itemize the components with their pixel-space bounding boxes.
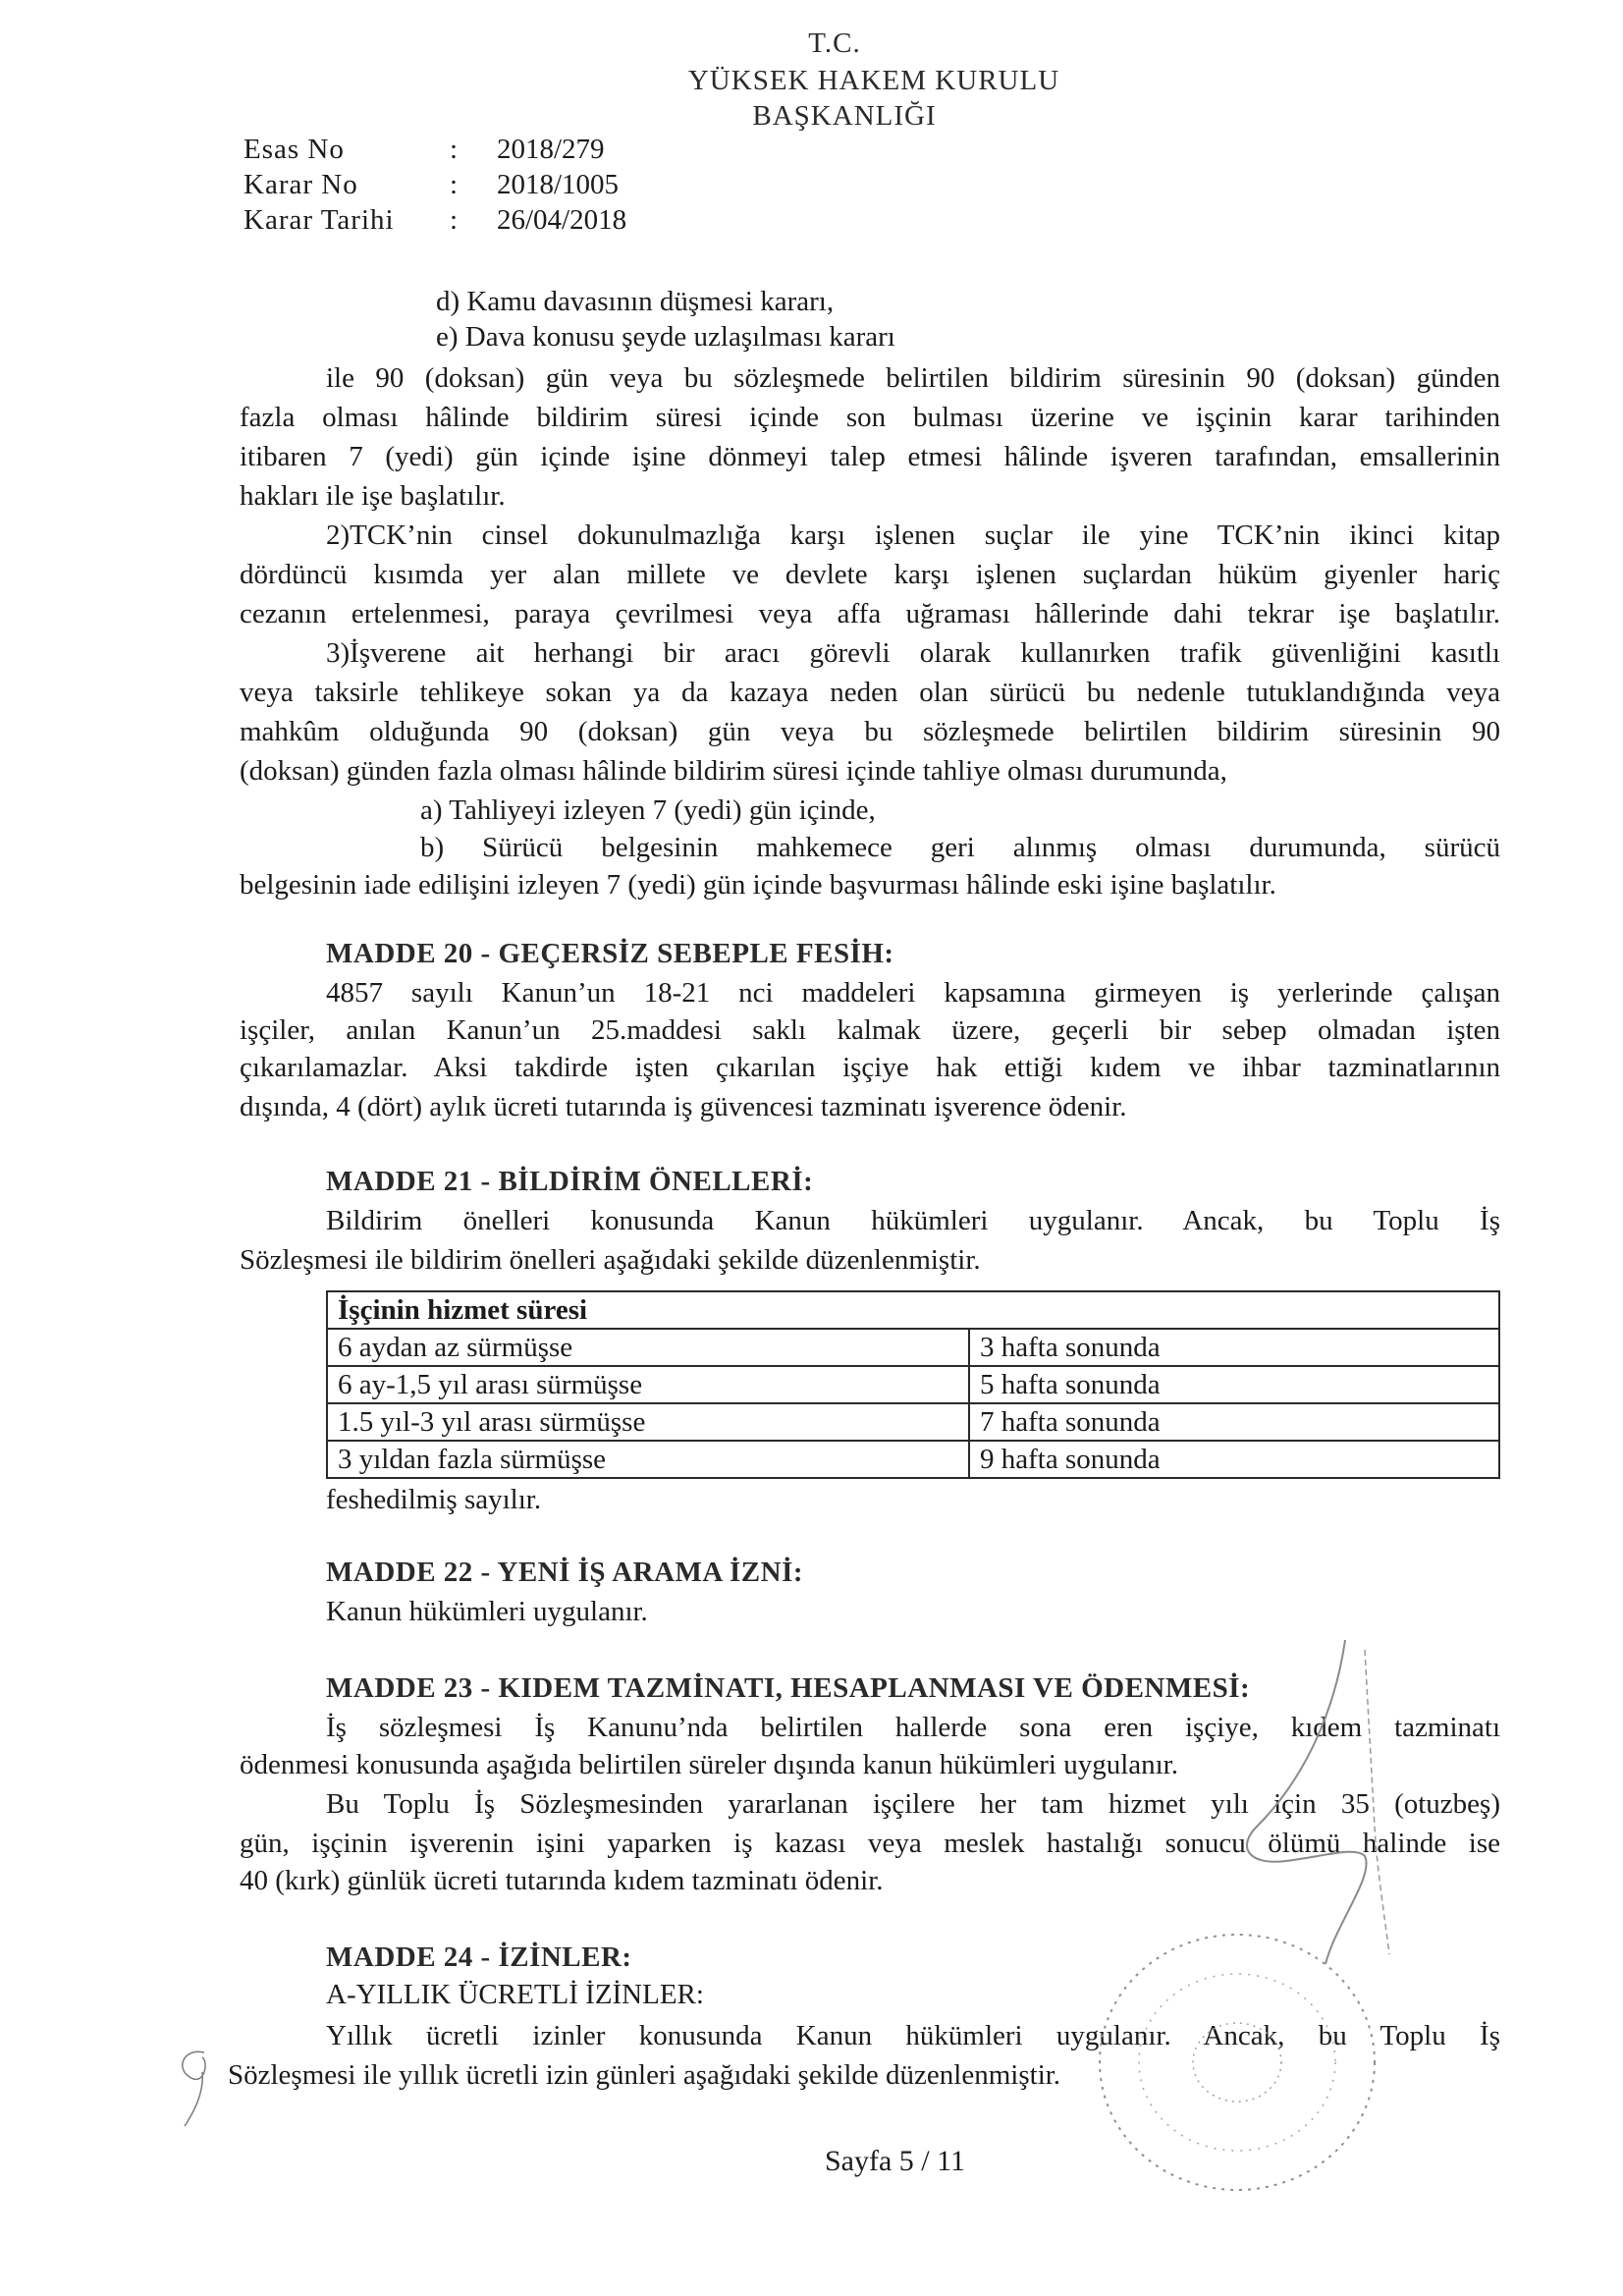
text-line: e) Dava konusu şeyde uzlaşılması kararı bbox=[436, 321, 895, 353]
official-stamp bbox=[1080, 1915, 1394, 2224]
text-line: çıkarılamazlar. Aksi takdirde işten çıkarılan işçiye hak ettiği kıdem ve ihbar tazminatlarının bbox=[240, 1052, 1500, 1083]
header-org-line2: BAŞKANLIĞI bbox=[752, 100, 937, 132]
table-header-cell: İşçinin hizmet süresi bbox=[327, 1291, 1499, 1329]
duration-cell: 6 aydan az sürmüşse bbox=[327, 1329, 969, 1366]
text-line: işçiler, anılan Kanun’un 25.maddesi saklı kalmak üzere, geçerli bir sebep olmadan işten bbox=[240, 1014, 1500, 1046]
text-line: 3)İşverene ait herhangi bir aracı görevli olarak kullanırken trafik güvenliğini kasıtlı bbox=[326, 637, 1500, 669]
text-line: Kanun hükümleri uygulanır. bbox=[326, 1596, 648, 1627]
notice-cell: 7 hafta sonunda bbox=[969, 1403, 1499, 1441]
text-line: İş sözleşmesi İş Kanunu’nda belirtilen hallerde sona eren işçiye, kıdem tazminatı bbox=[326, 1712, 1500, 1743]
duration-cell: 1.5 yıl-3 yıl arası sürmüşse bbox=[327, 1403, 969, 1441]
header-org-line1: YÜKSEK HAKEM KURULU bbox=[687, 65, 1060, 96]
colon: : bbox=[450, 134, 459, 165]
text-line: dışında, 4 (dört) aylık ücreti tutarında iş güvencesi tazminatı işverence ödenir. bbox=[240, 1091, 1127, 1122]
notice-cell: 3 hafta sonunda bbox=[969, 1329, 1499, 1366]
text-line: itibaren 7 (yedi) gün içinde işine dönmeyi talep etmesi hâlinde işveren tarafından, emsallerinin bbox=[240, 441, 1500, 472]
notice-cell: 9 hafta sonunda bbox=[969, 1441, 1499, 1478]
header-tc: T.C. bbox=[808, 27, 861, 59]
section-heading-madde-23: MADDE 23 - KIDEM TAZMİNATI, HESAPLANMASI VE ÖDENMESİ: bbox=[326, 1672, 1251, 1704]
margin-handwriting bbox=[165, 2043, 224, 2136]
esas-no-value: 2018/279 bbox=[497, 134, 605, 165]
text-line: 2)TCK’nin cinsel dokunulmazlığa karşı işlenen suçlar ile yine TCK’nin ikinci kitap bbox=[326, 519, 1500, 551]
text-line: 40 (kırk) günlük ücreti tutarında kıdem tazminatı ödenir. bbox=[240, 1865, 884, 1896]
text-line: hakları ile işe başlatılır. bbox=[240, 480, 506, 512]
text-line: gün, işçinin işverenin işini yaparken iş kazası veya meslek hastalığı sonucu ölümü halinde ise bbox=[240, 1828, 1500, 1859]
table-row bbox=[327, 1329, 1499, 1366]
text-line: Yıllık ücretli izinler konusunda Kanun hükümleri uygulanır. Ancak, bu Toplu İş bbox=[326, 2020, 1500, 2051]
page-number: Sayfa 5 / 11 bbox=[825, 2145, 966, 2177]
text-line: ile 90 (doksan) gün veya bu sözleşmede belirtilen bildirim süresinin 90 (doksan) günden bbox=[326, 362, 1500, 394]
table-row bbox=[327, 1403, 1499, 1441]
text-line: Sözleşmesi ile bildirim önelleri aşağıdaki şekilde düzenlenmiştir. bbox=[240, 1244, 981, 1276]
esas-no-label: Esas No bbox=[243, 134, 345, 165]
colon: : bbox=[450, 204, 459, 236]
text-line: (doksan) günden fazla olması hâlinde bildirim süresi içinde tahliye olması durumunda, bbox=[240, 755, 1227, 787]
table-row bbox=[327, 1441, 1499, 1478]
notice-cell: 5 hafta sonunda bbox=[969, 1366, 1499, 1403]
section-heading-madde-21: MADDE 21 - BİLDİRİM ÖNELLERİ: bbox=[326, 1166, 814, 1197]
text-line: b) Sürücü belgesinin mahkemece geri alınmış olması durumunda, sürücü bbox=[420, 832, 1500, 863]
text-line: d) Kamu davasının düşmesi kararı, bbox=[436, 286, 835, 317]
text-line: feshedilmiş sayılır. bbox=[326, 1484, 542, 1515]
text-line: Bildirim önelleri konusunda Kanun hükümleri uygulanır. Ancak, bu Toplu İş bbox=[326, 1205, 1500, 1236]
karar-tarihi-label: Karar Tarihi bbox=[243, 204, 395, 236]
text-line: cezanın ertelenmesi, paraya çevrilmesi veya affa uğraması hâllerinde dahi tekrar işe başlatılır. bbox=[240, 598, 1500, 629]
text-line: dördüncü kısımda yer alan millete ve devlete karşı işlenen suçlardan hüküm giyenler hariç bbox=[240, 559, 1500, 590]
notice-period-table bbox=[326, 1290, 1500, 1479]
text-line: 4857 sayılı Kanun’un 18-21 nci maddeleri kapsamına girmeyen iş yerlerinde çalışan bbox=[326, 977, 1500, 1009]
karar-tarihi-value: 26/04/2018 bbox=[497, 204, 627, 236]
karar-no-label: Karar No bbox=[243, 169, 358, 200]
text-line: ödenmesi konusunda aşağıda belirtilen süreler dışında kanun hükümleri uygulanır. bbox=[240, 1749, 1178, 1780]
text-line: mahkûm olduğunda 90 (doksan) gün veya bu sözleşmede belirtilen bildirim süresinin 90 bbox=[240, 716, 1500, 747]
text-line: Bu Toplu İş Sözleşmesinden yararlanan işçilere her tam hizmet yılı için 35 (otuzbeş) bbox=[326, 1788, 1500, 1820]
colon: : bbox=[450, 169, 459, 200]
text-line: a) Tahliyeyi izleyen 7 (yedi) gün içinde, bbox=[420, 794, 876, 826]
text-line: veya taksirle tehlikeye sokan ya da kazaya neden olan sürücü bu nedenle tutuklandığında veya bbox=[240, 677, 1500, 708]
karar-no-value: 2018/1005 bbox=[497, 169, 620, 200]
table-row bbox=[327, 1366, 1499, 1403]
text-line: belgesinin iade edilişini izleyen 7 (yedi) gün içinde başvurması hâlinde eski işine başlatılır. bbox=[240, 869, 1276, 901]
text-line: Sözleşmesi ile yıllık ücretli izin günleri aşağıdaki şekilde düzenlenmiştir. bbox=[228, 2059, 1061, 2091]
section-heading-madde-22: MADDE 22 - YENİ İŞ ARAMA İZNİ: bbox=[326, 1557, 804, 1588]
text-line: fazla olması hâlinde bildirim süresi içinde son bulması üzerine ve işçinin karar tarihinden bbox=[240, 402, 1500, 433]
duration-cell: 3 yıldan fazla sürmüşse bbox=[327, 1441, 969, 1478]
section-heading-madde-24: MADDE 24 - İZİNLER: bbox=[326, 1941, 632, 1973]
table-header-row bbox=[327, 1291, 1499, 1329]
duration-cell: 6 ay-1,5 yıl arası sürmüşse bbox=[327, 1366, 969, 1403]
subsection-heading: A-YILLIK ÜCRETLİ İZİNLER: bbox=[326, 1979, 704, 2010]
section-heading-madde-20: MADDE 20 - GEÇERSİZ SEBEPLE FESİH: bbox=[326, 938, 894, 969]
